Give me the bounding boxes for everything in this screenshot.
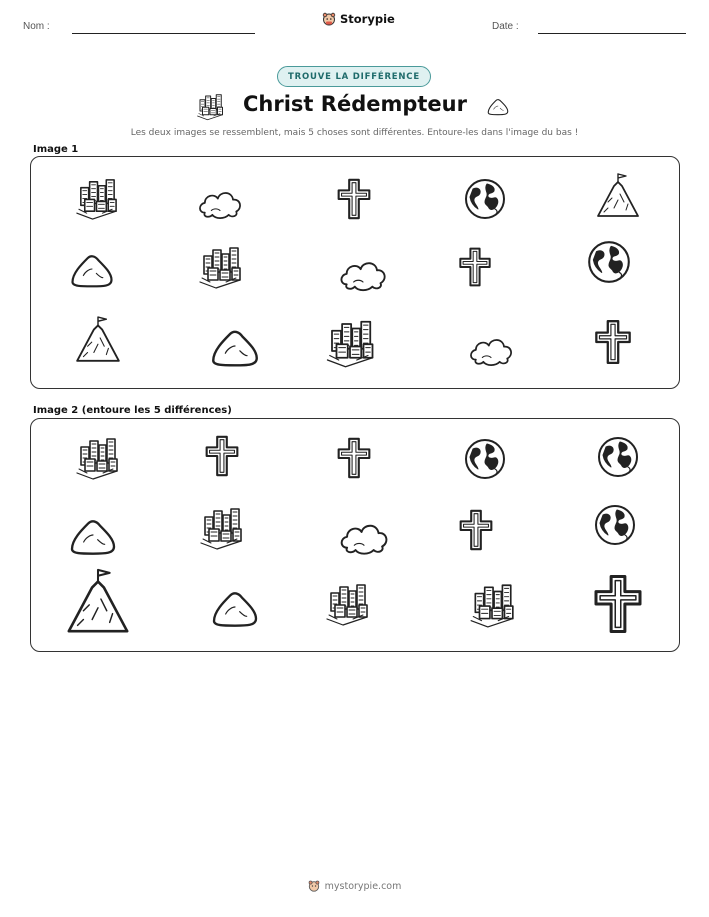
city-icon: [323, 315, 377, 369]
cross-icon[interactable]: [453, 507, 499, 553]
globe-icon: [584, 237, 634, 287]
rock-icon[interactable]: [65, 507, 121, 563]
mountain-icon[interactable]: [63, 567, 133, 637]
image1-panel: [30, 156, 680, 389]
image2-panel[interactable]: [30, 418, 680, 652]
cloud-icon[interactable]: [335, 509, 393, 567]
mountain-icon: [73, 315, 123, 365]
city-icon[interactable]: [73, 433, 121, 481]
cloud-icon: [335, 247, 391, 303]
brand-name: Storypie: [340, 12, 395, 26]
cloud-icon: [194, 178, 246, 230]
globe-icon: [461, 175, 509, 223]
rock-icon[interactable]: [207, 579, 263, 635]
city-icon[interactable]: [197, 503, 245, 551]
cross-icon[interactable]: [199, 433, 245, 479]
cloud-icon: [465, 325, 517, 377]
page-title: Christ Rédempteur: [243, 92, 467, 116]
title-rock-icon: [483, 93, 513, 119]
image1-label: Image 1: [33, 144, 79, 155]
footer: [0, 880, 709, 892]
name-label: Nom :: [23, 21, 50, 32]
footer-url[interactable]: mystorypie.com: [324, 880, 402, 892]
mountain-icon: [594, 172, 642, 220]
cross-icon: [453, 245, 497, 289]
date-field-line[interactable]: [538, 33, 686, 34]
cross-icon: [588, 317, 638, 367]
city-icon: [73, 174, 120, 221]
cross-icon: [331, 176, 377, 222]
city-icon[interactable]: [323, 579, 371, 627]
instructions: Les deux images se ressemblent, mais 5 choses sont différentes. Entoure-les dans l'image du bas !: [130, 128, 579, 138]
globe-icon[interactable]: [591, 501, 639, 549]
globe-icon[interactable]: [594, 433, 642, 481]
cross-icon[interactable]: [585, 571, 651, 637]
city-icon[interactable]: [467, 579, 517, 629]
globe-icon[interactable]: [461, 435, 509, 483]
rock-icon: [66, 243, 118, 295]
title-city-icon: [195, 91, 225, 121]
storypie-mascot-icon: [308, 880, 320, 892]
image2-label: Image 2 (entoure les 5 différences): [33, 405, 232, 416]
city-icon: [196, 242, 244, 290]
activity-badge: TROUVE LA DIFFÉRENCE: [277, 66, 431, 87]
storypie-mascot-icon: [322, 12, 336, 26]
name-field-line[interactable]: [72, 33, 255, 34]
cross-icon[interactable]: [331, 435, 377, 481]
rock-icon: [206, 317, 264, 375]
date-label: Date :: [492, 21, 519, 32]
brand-logo: [322, 12, 395, 26]
